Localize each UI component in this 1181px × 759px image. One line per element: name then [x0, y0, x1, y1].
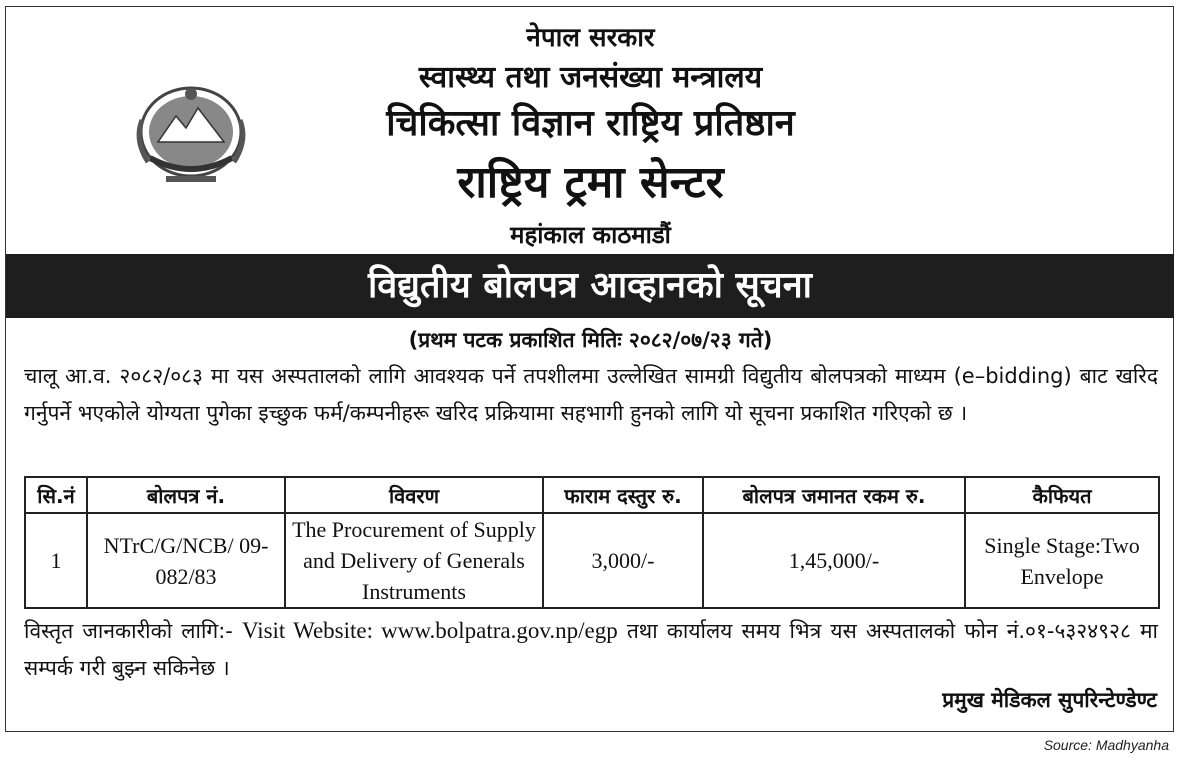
government-name: नेपाल सरकार — [526, 23, 655, 53]
cell-remarks: Single Stage:Two Envelope — [965, 513, 1159, 608]
cell-bid-security: 1,45,000/- — [703, 513, 965, 608]
cell-form-fee: 3,000/- — [543, 513, 703, 608]
contact-suffix: तथा कार्यालय समय भित्र यस अस्पतालको फोन नं.०१-५३२४९२८ मा सम्पर्क गरी बुझ्न सकिनेछ । — [24, 619, 1158, 680]
signature: प्रमुख मेडिकल सुपरिन्टेण्डेण्ट — [942, 688, 1157, 712]
academy-name: चिकित्सा विज्ञान राष्ट्रिय प्रतिष्ठान — [386, 103, 795, 144]
source-credit: Source: Madhyanha — [1043, 737, 1169, 753]
location: महांकाल काठमाडौं — [510, 221, 671, 249]
col-header-bid-no: बोलपत्र नं. — [87, 477, 285, 513]
col-header-description: विवरण — [285, 477, 543, 513]
website-link[interactable]: Visit Website: www.bolpatra.gov.np/egp — [241, 618, 618, 643]
col-header-bid-security: बोलपत्र जमानत रकम रु. — [703, 477, 965, 513]
publication-date: (प्रथम पटक प्रकाशित मितिः २०८२/०७/२३ गते) — [408, 328, 773, 352]
intro-paragraph: चालू आ.व. २०८२/०८३ मा यस अस्पतालको लागि आवश्यक पर्ने तपशीलमा उल्लेखित सामग्री विद्युतीय बोलपत्रको माध्यम (e–bidding) बाट खरिद गर्नुपर्ने भएकोले योग्यता पुगेका इच्छुक फर्म/कम्पनीहरू खरिद प्रक्रियामा सहभागी हुनको लागि यो सूचना प्रकाशित गरिएको छ । — [24, 364, 1158, 425]
notice-title-banner: विद्युतीय बोलपत्र आव्हानको सूचना — [6, 254, 1174, 318]
contact-paragraph — [24, 612, 1158, 687]
center-name: राष्ट्रिय ट्रमा सेन्टर — [457, 157, 724, 208]
table-header-row — [25, 477, 1159, 513]
cell-sn: 1 — [25, 513, 87, 608]
contact-prefix: विस्तृत जानकारीको लागि:- — [24, 619, 233, 643]
col-header-form-fee: फाराम दस्तुर रु. — [543, 477, 703, 513]
cell-description: The Procurement of Supply and Delivery of Generals Instruments — [285, 513, 543, 608]
cell-bid-no: NTrC/G/NCB/ 09-082/83 — [87, 513, 285, 608]
col-header-remarks: कैफियत — [965, 477, 1159, 513]
col-header-sn: सि.नं — [25, 477, 87, 513]
ministry-name: स्वास्थ्य तथा जनसंख्या मन्त्रालय — [418, 60, 763, 95]
table-row — [25, 513, 1159, 608]
tender-table — [24, 476, 1160, 609]
